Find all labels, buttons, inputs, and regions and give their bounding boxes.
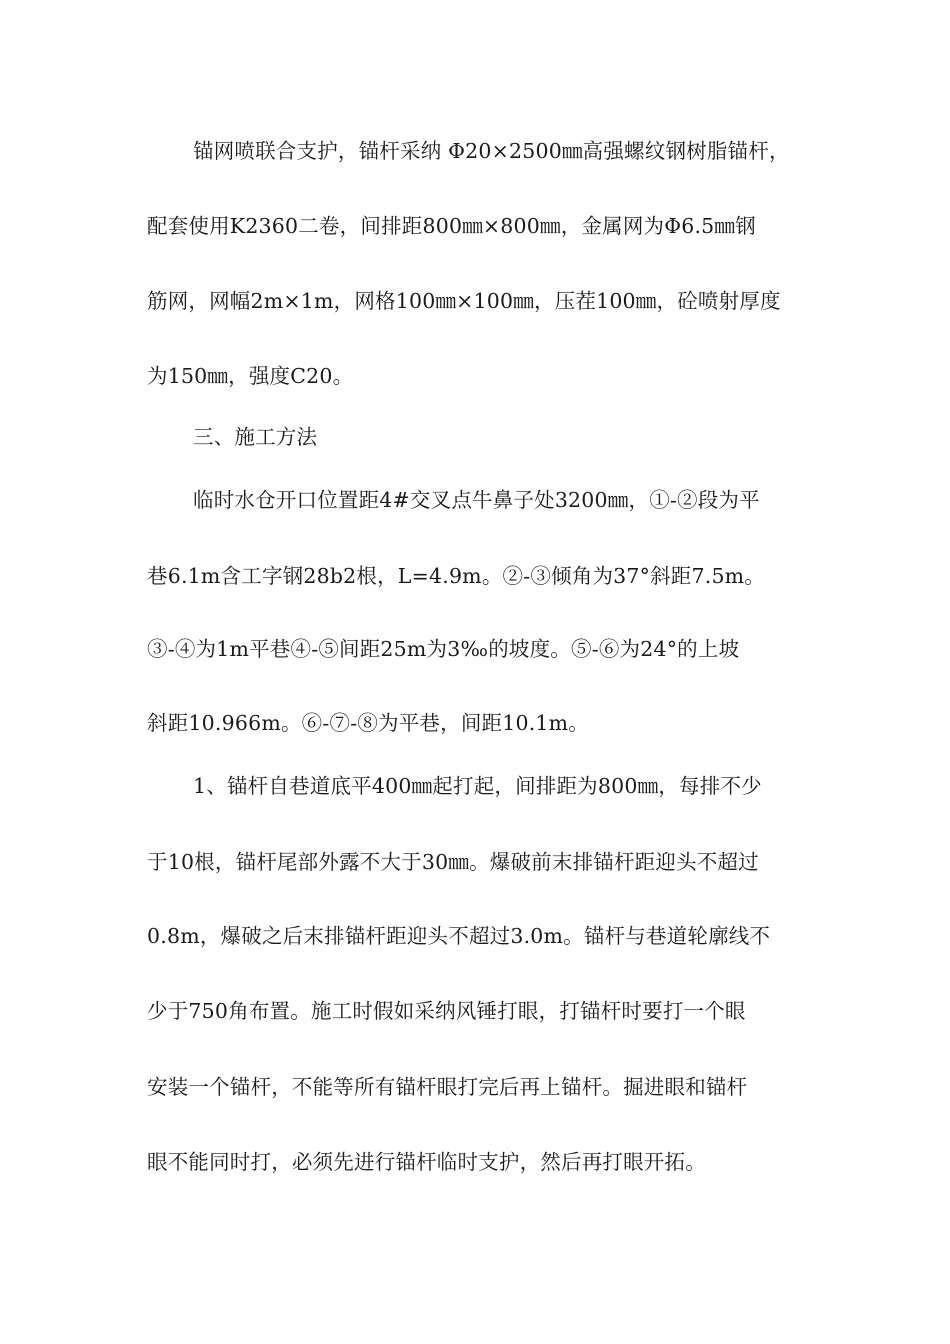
paragraph-2-line-4: 斜距10.966m。⑥-⑦-⑧为平巷，间距10.1m。: [147, 711, 590, 735]
paragraph-3-line-3: 0.8m，爆破之后末排锚杆距迎头不超过3.0m。锚杆与巷道轮廓线不: [147, 924, 771, 948]
paragraph-3-line-4: 少于750角布置。施工时假如采纳风锤打眼，打锚杆时要打一个眼: [147, 999, 746, 1023]
paragraph-3-line-2: 于10根，锚杆尾部外露不大于30㎜。爆破前末排锚杆距迎头不超过: [147, 850, 759, 874]
paragraph-1-line-3: 筋网，网幅2m×1m，网格100㎜×100㎜，压茬100㎜，砼喷射厚度: [147, 289, 781, 313]
paragraph-3-line-5: 安装一个锚杆，不能等所有锚杆眼打完后再上锚杆。掘进眼和锚杆: [147, 1075, 748, 1099]
paragraph-3-line-6: 眼不能同时打，必须先进行锚杆临时支护，然后再打眼开拓。: [147, 1150, 706, 1174]
paragraph-2-line-1: 临时水仓开口位置距4#交叉点牛鼻子处3200㎜，①-②段为平: [193, 488, 760, 512]
paragraph-1-line-4: 为150㎜，强度C20。: [147, 364, 354, 388]
section-heading: 三、施工方法: [193, 425, 318, 449]
paragraph-2-line-3: ③-④为1m平巷④-⑤间距25m为3‰的坡度。⑤-⑥为24°的上坡: [147, 637, 740, 661]
paragraph-1-line-1: 锚网喷联合支护，锚杆采纳 Φ20×2500㎜高强螺纹钢树脂锚杆，: [193, 139, 790, 163]
paragraph-3-line-1: 1、锚杆自巷道底平400㎜起打起，间排距为800㎜，每排不少: [193, 774, 762, 798]
paragraph-2-line-2: 巷6.1m含工字钢28b2根，L=4.9m。②-③倾角为37°斜距7.5m。: [147, 564, 766, 588]
paragraph-1-line-2: 配套使用K2360二卷，间排距800㎜×800㎜，金属网为Φ6.5㎜钢: [147, 214, 756, 238]
